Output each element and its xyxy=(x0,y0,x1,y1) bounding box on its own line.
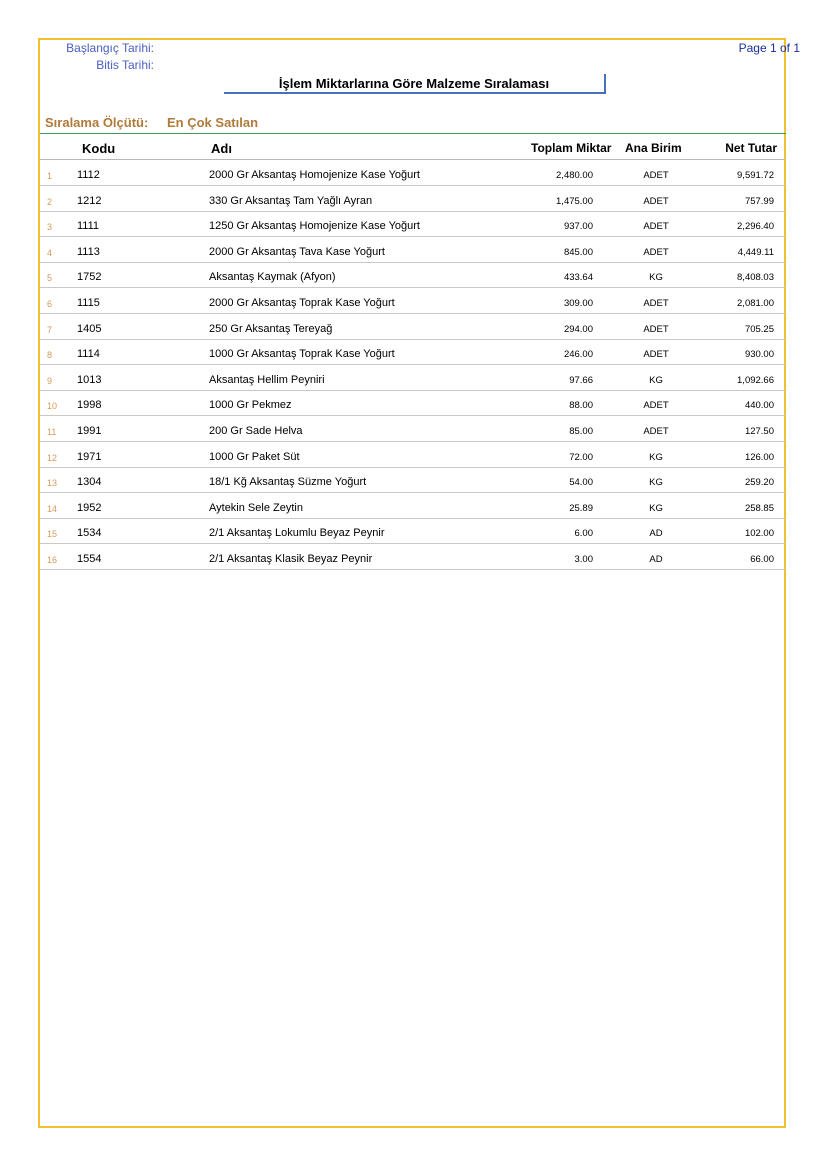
item-quantity: 88.00 xyxy=(569,400,593,412)
item-quantity: 937.00 xyxy=(563,221,593,233)
item-net-total: 2,081.00 xyxy=(737,298,774,309)
table-row xyxy=(40,238,786,263)
item-unit: ADET xyxy=(643,170,669,181)
table-row xyxy=(40,417,786,442)
table-row xyxy=(40,315,786,340)
page-number: Page 1 of 1 xyxy=(738,41,800,55)
item-unit: ADET xyxy=(643,323,669,335)
item-name: Aytekin Sele Zeytin xyxy=(209,501,303,514)
item-name: 1000 Gr Pekmez xyxy=(209,399,292,412)
item-quantity: 309.00 xyxy=(563,298,593,309)
item-net-total: 126.00 xyxy=(744,451,774,463)
item-net-total: 930.00 xyxy=(744,349,774,361)
column-header-unit: Ana Birim xyxy=(625,141,682,155)
item-net-total: 9,591.72 xyxy=(737,170,774,181)
criteria-divider xyxy=(40,133,786,134)
item-quantity: 2,480.00 xyxy=(556,170,593,181)
item-code: 1111 xyxy=(77,220,100,233)
report-title-box xyxy=(224,74,606,94)
row-index: 3 xyxy=(47,222,53,233)
item-unit: AD xyxy=(649,528,663,540)
item-unit: ADET xyxy=(643,298,669,309)
item-quantity: 3.00 xyxy=(574,554,593,565)
table-row xyxy=(40,519,786,544)
item-name: Aksantaş Kaymak (Afyon) xyxy=(209,271,336,284)
item-net-total: 258.85 xyxy=(744,502,774,514)
row-index: 12 xyxy=(47,452,58,463)
row-index: 11 xyxy=(47,427,57,437)
row-index: 14 xyxy=(47,503,58,514)
item-unit: ADET xyxy=(643,400,669,412)
row-index: 6 xyxy=(47,299,53,309)
item-unit: ADET xyxy=(643,426,669,437)
item-code: 1115 xyxy=(77,297,100,309)
item-net-total: 705.25 xyxy=(744,323,774,335)
item-name: 2000 Gr Aksantaş Tava Kase Yoğurt xyxy=(209,245,385,258)
item-net-total: 1,092.66 xyxy=(737,374,774,386)
item-quantity: 845.00 xyxy=(563,246,593,258)
start-date-label: Başlangıç Tarihi: xyxy=(66,41,154,55)
item-code: 1991 xyxy=(77,425,102,437)
item-name: 2000 Gr Aksantaş Toprak Kase Yoğurt xyxy=(209,297,395,309)
item-name: 2/1 Aksantaş Klasik Beyaz Peynir xyxy=(209,553,373,565)
row-index: 4 xyxy=(47,247,53,258)
item-code: 1752 xyxy=(77,271,102,284)
item-unit: ADET xyxy=(643,246,669,258)
item-quantity: 433.64 xyxy=(563,272,593,284)
table-row xyxy=(40,263,786,288)
row-index: 13 xyxy=(47,478,58,489)
table-row xyxy=(40,161,786,186)
item-net-total: 102.00 xyxy=(744,528,774,540)
item-name: Aksantaş Hellim Peyniri xyxy=(209,373,325,386)
item-code: 1554 xyxy=(77,553,102,565)
item-unit: KG xyxy=(649,477,663,489)
item-code: 1112 xyxy=(77,169,100,181)
column-header-code: Kodu xyxy=(82,141,116,156)
item-name: 330 Gr Aksantaş Tam Yağlı Ayran xyxy=(209,194,373,207)
item-code: 1952 xyxy=(77,501,102,514)
table-row xyxy=(40,443,786,468)
item-code: 1113 xyxy=(77,245,100,258)
row-index: 9 xyxy=(47,375,53,386)
table-row xyxy=(40,366,786,391)
item-unit: KG xyxy=(649,451,663,463)
table-row xyxy=(40,545,786,570)
item-unit: KG xyxy=(649,374,663,386)
row-index: 1 xyxy=(47,171,53,181)
row-index: 8 xyxy=(47,350,53,361)
item-code: 1534 xyxy=(77,527,102,540)
item-net-total: 127.50 xyxy=(744,426,774,437)
column-header-qty: Toplam Miktar xyxy=(531,141,612,155)
item-net-total: 440.00 xyxy=(744,400,774,412)
table-row xyxy=(40,187,786,212)
table-row xyxy=(40,340,786,365)
item-unit: ADET xyxy=(643,221,669,233)
item-unit: AD xyxy=(649,554,663,565)
column-header-name: Adı xyxy=(211,141,232,156)
table-row xyxy=(40,391,786,416)
item-quantity: 6.00 xyxy=(574,528,593,540)
item-unit: ADET xyxy=(643,349,669,361)
criteria-value: En Çok Satılan xyxy=(167,115,259,130)
column-header-total: Net Tutar xyxy=(725,141,777,155)
item-name: 1000 Gr Aksantaş Toprak Kase Yoğurt xyxy=(209,348,395,361)
item-quantity: 294.00 xyxy=(563,323,593,335)
row-index: 10 xyxy=(47,401,58,412)
row-index: 2 xyxy=(47,196,53,207)
item-code: 1212 xyxy=(77,194,102,207)
table-row xyxy=(40,468,786,493)
header-divider xyxy=(40,159,786,160)
item-code: 1114 xyxy=(77,348,100,361)
table-row xyxy=(40,289,786,314)
item-unit: KG xyxy=(649,502,663,514)
item-quantity: 85.00 xyxy=(569,426,593,437)
table-row xyxy=(40,212,786,237)
row-index: 7 xyxy=(47,324,53,335)
item-code: 1998 xyxy=(77,399,102,412)
item-quantity: 72.00 xyxy=(569,451,593,463)
end-date-label: Bitis Tarihi: xyxy=(96,58,154,72)
item-quantity: 1,475.00 xyxy=(556,195,593,207)
item-name: 200 Gr Sade Helva xyxy=(209,425,303,437)
item-net-total: 259.20 xyxy=(744,477,774,489)
item-name: 2/1 Aksantaş Lokumlu Beyaz Peynir xyxy=(209,527,385,540)
item-code: 1405 xyxy=(77,322,102,335)
item-net-total: 2,296.40 xyxy=(737,221,774,233)
item-unit: KG xyxy=(649,272,663,284)
report-title: İşlem Miktarlarına Göre Malzeme Sıralaması xyxy=(278,76,550,91)
item-unit: ADET xyxy=(643,195,669,207)
item-net-total: 757.99 xyxy=(744,195,774,207)
item-quantity: 246.00 xyxy=(563,349,593,361)
item-code: 1971 xyxy=(77,450,102,463)
item-code: 1304 xyxy=(77,476,102,489)
row-index: 15 xyxy=(47,529,58,540)
item-quantity: 97.66 xyxy=(569,374,593,386)
item-name: 250 Gr Aksantaş Tereyağ xyxy=(209,322,333,335)
item-name: 1250 Gr Aksantaş Homojenize Kase Yoğurt xyxy=(209,220,420,233)
criteria-label: Sıralama Ölçütü: xyxy=(45,115,149,130)
item-code: 1013 xyxy=(77,373,102,386)
item-name: 18/1 Kğ Aksantaş Süzme Yoğurt xyxy=(209,476,367,489)
item-net-total: 4,449.11 xyxy=(737,246,774,258)
table-row xyxy=(40,494,786,519)
item-net-total: 8,408.03 xyxy=(737,272,774,284)
row-index: 5 xyxy=(47,273,53,284)
item-name: 1000 Gr Paket Süt xyxy=(209,450,300,463)
item-quantity: 25.89 xyxy=(569,502,593,514)
row-index: 16 xyxy=(47,555,58,565)
item-name: 2000 Gr Aksantaş Homojenize Kase Yoğurt xyxy=(209,169,420,181)
item-quantity: 54.00 xyxy=(569,477,593,489)
item-net-total: 66.00 xyxy=(750,554,774,565)
